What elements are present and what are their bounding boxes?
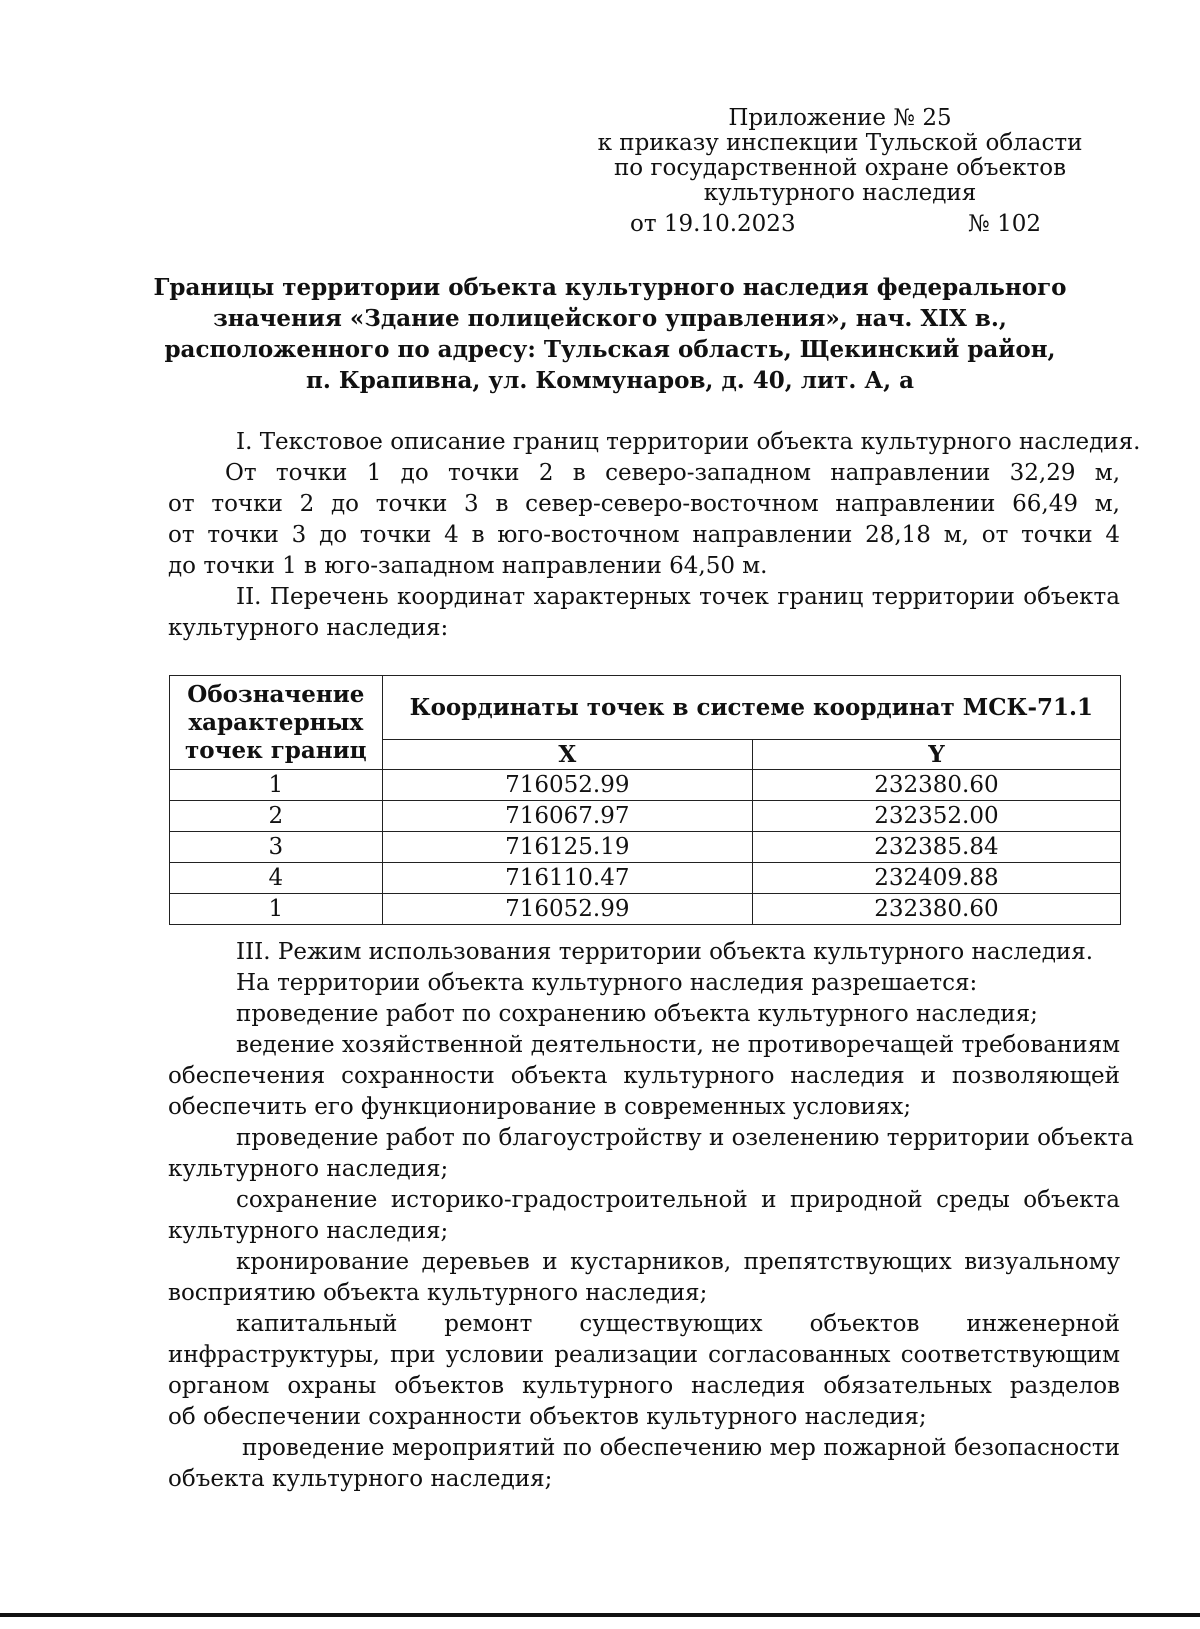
section-2-line: II. Перечень координат характерных точек границ территории объекта bbox=[236, 584, 1120, 610]
appendix-line: Приложение № 25 bbox=[728, 105, 952, 131]
section-3-intro: На территории объекта культурного наследия разрешается: bbox=[236, 970, 978, 996]
permitted-item-cont: об обеспечении сохранности объектов культурного наследия; bbox=[168, 1404, 927, 1430]
point-cell: 1 bbox=[170, 770, 383, 801]
order-number: № 102 bbox=[968, 211, 1041, 237]
section-1-line: от точки 3 до точки 4 в юго-восточном направлении 28,18 м, от точки 4 bbox=[168, 522, 1120, 548]
x-cell: 716067.97 bbox=[382, 801, 752, 832]
bottom-edge-rule bbox=[0, 1613, 1200, 1617]
section-2 bbox=[168, 582, 1120, 644]
section-1-heading: I. Текстовое описание границ территории объекта культурного наследия. bbox=[236, 429, 1141, 455]
permitted-item: кронирование деревьев и кустарников, препятствующих визуальному bbox=[236, 1249, 1120, 1275]
permitted-item: капитальный ремонт существующих объектов инженерной bbox=[236, 1311, 1120, 1337]
coordinate-system-header: Координаты точек в системе координат МСК-71.1 bbox=[382, 676, 1120, 740]
y-cell: 232409.88 bbox=[752, 863, 1120, 894]
y-cell: 232380.60 bbox=[752, 894, 1120, 925]
section-2-line: культурного наследия: bbox=[168, 615, 449, 641]
y-header: Y bbox=[752, 740, 1120, 770]
permitted-item: проведение работ по сохранению объекта культурного наследия; bbox=[236, 1001, 1038, 1027]
permitted-item-cont: культурного наследия; bbox=[168, 1218, 449, 1244]
permitted-item-cont: обеспечить его функционирование в современных условиях; bbox=[168, 1094, 912, 1120]
x-cell: 716110.47 bbox=[382, 863, 752, 894]
y-cell: 232385.84 bbox=[752, 832, 1120, 863]
appendix-line: к приказу инспекции Тульской области bbox=[597, 130, 1083, 156]
title-line: п. Крапивна, ул. Коммунаров, д. 40, лит. А, а bbox=[306, 367, 914, 394]
point-cell: 4 bbox=[170, 863, 383, 894]
y-cell: 232352.00 bbox=[752, 801, 1120, 832]
permitted-item-cont: объекта культурного наследия; bbox=[168, 1466, 553, 1492]
permitted-item: ведение хозяйственной деятельности, не противоречащей требованиям bbox=[236, 1032, 1120, 1058]
title-line: расположенного по адресу: Тульская область, Щекинский район, bbox=[164, 336, 1056, 363]
x-cell: 716052.99 bbox=[382, 894, 752, 925]
permitted-item: сохранение историко-градостроительной и природной среды объекта bbox=[236, 1187, 1120, 1213]
section-1-line: От точки 1 до точки 2 в северо-западном направлении 32,29 м, bbox=[225, 460, 1120, 486]
table-row bbox=[170, 894, 1121, 925]
permitted-item-cont: органом охраны объектов культурного наследия обязательных разделов bbox=[168, 1373, 1120, 1399]
permitted-item-cont: обеспечения сохранности объекта культурного наследия и позволяющей bbox=[168, 1063, 1120, 1089]
point-cell: 3 bbox=[170, 832, 383, 863]
point-designation-header: Обозначение характерных точек границ bbox=[170, 676, 383, 770]
section-3-heading: III. Режим использования территории объекта культурного наследия. bbox=[236, 939, 1094, 965]
permitted-item-cont: культурного наследия; bbox=[168, 1156, 449, 1182]
table-row bbox=[170, 832, 1121, 863]
permitted-item: проведение мероприятий по обеспечению мер пожарной безопасности bbox=[242, 1435, 1120, 1461]
section-1-line: от точки 2 до точки 3 в север-северо-восточном направлении 66,49 м, bbox=[168, 491, 1120, 517]
table-row bbox=[170, 770, 1121, 801]
section-1 bbox=[168, 427, 1141, 582]
point-cell: 2 bbox=[170, 801, 383, 832]
x-header: X bbox=[382, 740, 752, 770]
permitted-item-cont: восприятию объекта культурного наследия; bbox=[168, 1280, 708, 1306]
point-cell: 1 bbox=[170, 894, 383, 925]
appendix-line: культурного наследия bbox=[703, 180, 977, 206]
order-date: от 19.10.2023 bbox=[630, 211, 796, 237]
y-cell: 232380.60 bbox=[752, 770, 1120, 801]
permitted-item: проведение работ по благоустройству и озеленению территории объекта bbox=[236, 1125, 1134, 1151]
x-cell: 716125.19 bbox=[382, 832, 752, 863]
x-cell: 716052.99 bbox=[382, 770, 752, 801]
appendix-block bbox=[560, 106, 1120, 206]
section-3 bbox=[168, 937, 1134, 1495]
section-1-line: до точки 1 в юго-западном направлении 64,50 м. bbox=[168, 553, 768, 579]
coordinates-table bbox=[169, 675, 1121, 925]
title-line: Границы территории объекта культурного наследия федерального bbox=[153, 274, 1067, 301]
document-title bbox=[150, 272, 1070, 396]
title-line: значения «Здание полицейского управления», нач. XIX в., bbox=[213, 305, 1007, 332]
appendix-line: по государственной охране объектов bbox=[613, 155, 1067, 181]
permitted-item-cont: инфраструктуры, при условии реализации согласованных соответствующим bbox=[168, 1342, 1120, 1368]
table-row bbox=[170, 801, 1121, 832]
table-row bbox=[170, 863, 1121, 894]
